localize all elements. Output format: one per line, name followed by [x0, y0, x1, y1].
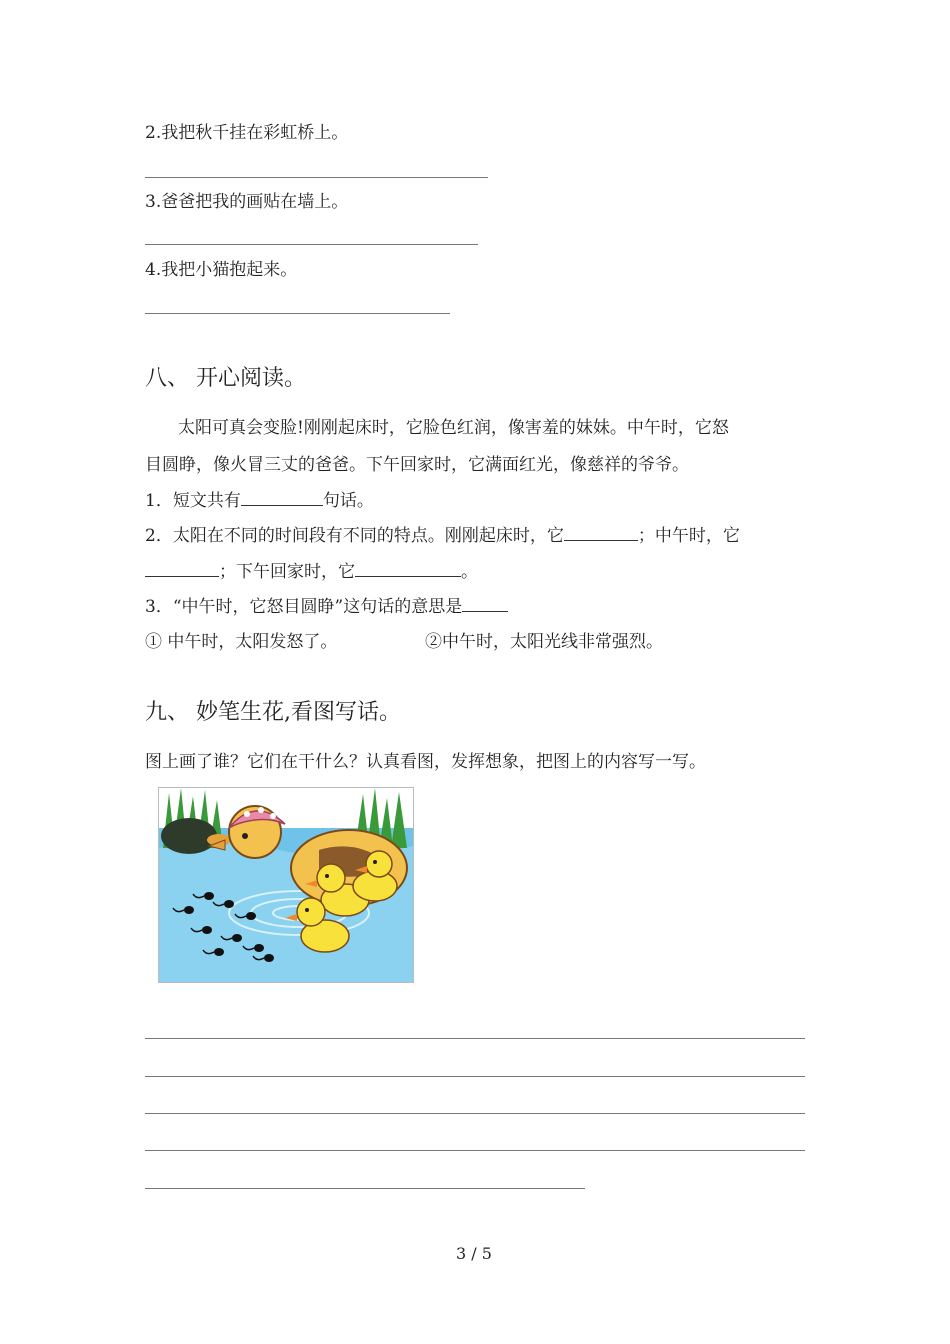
duck-pond-picture: [159, 788, 413, 982]
question-1-end: 句话。: [322, 491, 374, 511]
passage-line-1: 太阳可真会变脸!刚刚起床时，它脸色红润，像害羞的妹妹。中午时，它怒: [178, 418, 729, 438]
writing-line[interactable]: [145, 1113, 805, 1114]
question-2-cont: [145, 560, 478, 583]
question-2-end: 。: [461, 562, 478, 582]
writing-line[interactable]: [145, 1150, 805, 1151]
answer-line[interactable]: [145, 313, 450, 314]
question-3: [145, 595, 508, 618]
question-2-start: 2．太阳在不同的时间段有不同的特点。刚刚起床时，它: [145, 526, 564, 546]
question-1-start: 1．短文共有: [145, 491, 241, 511]
option-2[interactable]: ②中午时，太阳光线非常强烈。: [425, 632, 663, 652]
answer-line[interactable]: [145, 177, 488, 178]
section-8-heading: 八、 开心阅读。: [145, 366, 306, 391]
page-number: 3 / 5: [456, 1244, 492, 1263]
writing-line[interactable]: [145, 1076, 805, 1077]
question-2-afternoon: ；下午回家时，它: [219, 562, 355, 582]
option-1[interactable]: ① 中午时，太阳发怒了。: [145, 632, 338, 652]
section-9-heading: 九、 妙笔生花,看图写话。: [145, 700, 401, 725]
duck-pond-illustration: [158, 787, 414, 983]
answer-blank[interactable]: [355, 560, 461, 577]
rewrite-item-2: 2.我把秋千挂在彩虹桥上。: [145, 123, 349, 143]
question-2-mid: ；中午时，它: [637, 526, 740, 546]
answer-line[interactable]: [145, 244, 478, 245]
answer-blank[interactable]: [145, 560, 219, 577]
question-1: [145, 489, 374, 512]
rewrite-item-4: 4.我把小猫抱起来。: [145, 260, 298, 280]
writing-prompt: 图上画了谁？它们在干什么？认真看图，发挥想象，把图上的内容写一写。: [145, 752, 706, 772]
writing-line[interactable]: [145, 1188, 585, 1189]
question-3-text: 3．“中午时，它怒目圆睁”这句话的意思是: [145, 597, 463, 617]
answer-blank[interactable]: [564, 524, 638, 541]
answer-blank[interactable]: [462, 595, 508, 612]
passage-line-2: 目圆睁，像火冒三丈的爸爸。下午回家时，它满面红光，像慈祥的爷爷。: [145, 455, 689, 475]
rewrite-item-3: 3.爸爸把我的画贴在墙上。: [145, 192, 349, 212]
writing-line[interactable]: [145, 1038, 805, 1039]
answer-blank[interactable]: [241, 489, 323, 506]
question-2: [145, 524, 740, 547]
